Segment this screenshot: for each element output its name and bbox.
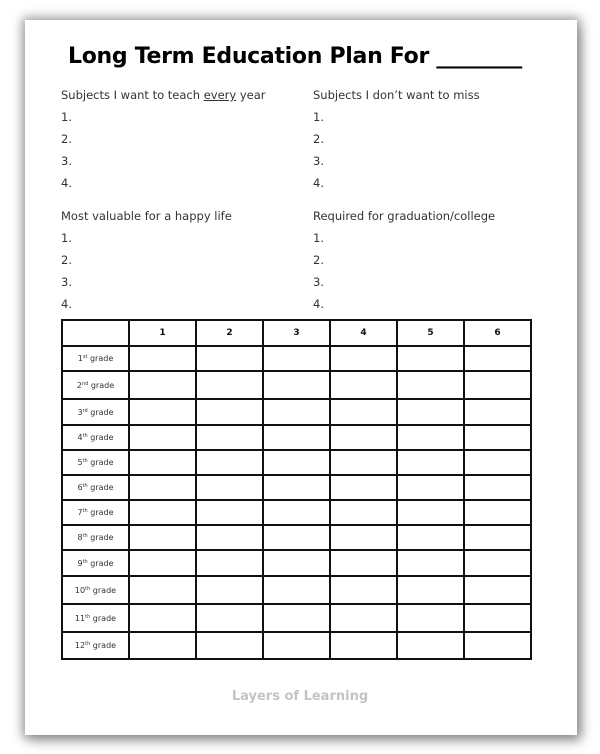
table-row [62, 346, 531, 371]
plan-cell[interactable] [263, 399, 330, 425]
grade-word: grade [87, 483, 114, 492]
plan-cell[interactable] [330, 371, 397, 399]
plan-cell[interactable] [129, 550, 196, 576]
plan-cell[interactable] [263, 576, 330, 604]
plan-cell[interactable] [330, 632, 397, 659]
plan-cell[interactable] [464, 525, 531, 550]
plan-cell[interactable] [397, 475, 464, 500]
plan-cell[interactable] [397, 371, 464, 399]
table-row [62, 371, 531, 399]
plan-cell[interactable] [397, 632, 464, 659]
plan-cell[interactable] [263, 475, 330, 500]
grade-ordinal-suffix: th [85, 641, 91, 647]
heading-text: Most valuable for a happy life [61, 209, 232, 223]
plan-cell[interactable] [464, 632, 531, 659]
plan-cell[interactable] [397, 500, 464, 525]
grade-ordinal-suffix: th [82, 433, 88, 439]
list-item[interactable]: 4. [313, 176, 324, 190]
plan-cell[interactable] [196, 576, 263, 604]
plan-cell[interactable] [397, 425, 464, 450]
grade-word: grade [87, 458, 114, 467]
list-item[interactable]: 1. [313, 231, 324, 245]
list-item[interactable]: 2. [61, 132, 72, 146]
plan-cell[interactable] [196, 500, 263, 525]
plan-cell[interactable] [397, 525, 464, 550]
list-item[interactable]: 3. [313, 154, 324, 168]
list-item[interactable]: 2. [313, 253, 324, 267]
grade-label [62, 450, 129, 475]
plan-cell[interactable] [464, 371, 531, 399]
list-item[interactable]: 3. [61, 275, 72, 289]
grade-ordinal-suffix: th [82, 458, 88, 464]
plan-cell[interactable] [464, 576, 531, 604]
grade-number: 3 [77, 407, 83, 417]
list-item[interactable]: 1. [61, 231, 72, 245]
grade-label [62, 576, 129, 604]
plan-cell[interactable] [129, 425, 196, 450]
grade-number: 7 [77, 508, 83, 517]
grade-word: grade [87, 508, 114, 517]
grade-word: grade [87, 407, 114, 417]
column-header: 3 [263, 320, 330, 346]
section-heading [61, 88, 266, 110]
table-row [62, 500, 531, 525]
plan-cell[interactable] [263, 346, 330, 371]
plan-cell[interactable] [129, 525, 196, 550]
table-row [62, 475, 531, 500]
section-required-graduation [313, 209, 495, 319]
list-item[interactable]: 2. [313, 132, 324, 146]
grade-ordinal-suffix: th [82, 508, 88, 514]
plan-cell[interactable] [464, 475, 531, 500]
plan-cell[interactable] [196, 425, 263, 450]
plan-cell[interactable] [464, 450, 531, 475]
grade-word: grade [90, 585, 117, 595]
table-row [62, 604, 531, 632]
plan-cell[interactable] [263, 525, 330, 550]
plan-cell[interactable] [196, 346, 263, 371]
grade-label [62, 475, 129, 500]
list-item[interactable]: 3. [313, 275, 324, 289]
grade-ordinal-suffix: th [82, 483, 88, 489]
heading-text: Required for graduation/college [313, 209, 496, 223]
table-row [62, 632, 531, 659]
plan-cell[interactable] [464, 500, 531, 525]
grade-word: grade [87, 433, 114, 442]
column-header: 4 [330, 320, 397, 346]
grade-label [62, 604, 129, 632]
plan-cell[interactable] [263, 604, 330, 632]
grade-number: 1 [77, 354, 83, 363]
plan-cell[interactable] [263, 550, 330, 576]
list-item[interactable]: 2. [61, 253, 72, 267]
plan-cell[interactable] [263, 425, 330, 450]
plan-cell[interactable] [330, 450, 397, 475]
plan-cell[interactable] [464, 346, 531, 371]
column-header: 6 [464, 320, 531, 346]
plan-cell[interactable] [464, 604, 531, 632]
grade-ordinal-suffix: st [82, 354, 88, 360]
grade-label [62, 550, 129, 576]
plan-cell[interactable] [129, 500, 196, 525]
table-row [62, 399, 531, 425]
plan-cell[interactable] [464, 550, 531, 576]
plan-cell[interactable] [397, 550, 464, 576]
list-item[interactable]: 3. [61, 154, 72, 168]
grade-label [62, 346, 129, 371]
grade-number: 12 [74, 641, 86, 650]
table-row [62, 425, 531, 450]
section-heading [313, 88, 480, 110]
corner-cell [62, 320, 129, 346]
grade-number: 2 [76, 380, 82, 390]
plan-cell[interactable] [196, 450, 263, 475]
plan-cell[interactable] [263, 632, 330, 659]
plan-cell[interactable] [397, 399, 464, 425]
grade-word: grade [87, 533, 114, 542]
plan-cell[interactable] [129, 475, 196, 500]
grade-label [62, 525, 129, 550]
heading-text-tail: year [236, 88, 266, 102]
plan-cell[interactable] [330, 525, 397, 550]
grade-word: grade [88, 380, 115, 390]
grade-plan-table [61, 319, 532, 660]
grade-label [62, 371, 129, 399]
grade-label [62, 399, 129, 425]
table-row [62, 576, 531, 604]
heading-emphasis: every [203, 88, 237, 102]
grade-word: grade [90, 613, 117, 623]
plan-cell[interactable] [397, 450, 464, 475]
plan-cell[interactable] [330, 399, 397, 425]
table-row [62, 450, 531, 475]
plan-cell[interactable] [263, 500, 330, 525]
section-heading [313, 209, 495, 231]
plan-cell[interactable] [397, 604, 464, 632]
column-header: 5 [397, 320, 464, 346]
grade-ordinal-suffix: th [82, 558, 88, 565]
section-heading [61, 209, 232, 231]
grade-number: 9 [77, 558, 83, 568]
plan-cell[interactable] [464, 425, 531, 450]
page-title: Long Term Education Plan For ________ [68, 44, 522, 69]
grade-ordinal-suffix: rd [82, 407, 88, 414]
plan-cell[interactable] [196, 604, 263, 632]
grade-number: 4 [77, 433, 83, 442]
grade-number: 10 [74, 585, 86, 595]
grade-word: grade [87, 354, 114, 363]
plan-cell[interactable] [263, 450, 330, 475]
section-happy-life [61, 209, 232, 319]
grade-number: 11 [74, 613, 86, 623]
grade-label [62, 425, 129, 450]
grade-number: 8 [77, 533, 83, 542]
grade-number: 6 [77, 483, 83, 492]
list-item[interactable]: 1. [61, 110, 72, 124]
column-header: 2 [196, 320, 263, 346]
section-teach-every-year [61, 88, 266, 198]
grade-number: 5 [77, 458, 83, 467]
plan-cell[interactable] [397, 346, 464, 371]
plan-cell[interactable] [330, 425, 397, 450]
plan-cell[interactable] [129, 399, 196, 425]
plan-cell[interactable] [196, 371, 263, 399]
plan-cell[interactable] [397, 576, 464, 604]
plan-cell[interactable] [129, 346, 196, 371]
grade-word: grade [90, 641, 117, 650]
grade-label [62, 632, 129, 659]
section-dont-miss [313, 88, 480, 198]
grade-word: grade [87, 558, 114, 568]
plan-cell[interactable] [129, 632, 196, 659]
plan-cell[interactable] [129, 450, 196, 475]
plan-cell[interactable] [330, 346, 397, 371]
grade-ordinal-suffix: th [85, 613, 91, 620]
plan-cell[interactable] [464, 399, 531, 425]
plan-cell[interactable] [129, 604, 196, 632]
plan-cell[interactable] [129, 371, 196, 399]
table-header-row [62, 320, 531, 346]
list-item[interactable]: 1. [313, 110, 324, 124]
grade-ordinal-suffix: th [82, 533, 88, 539]
plan-cell[interactable] [330, 550, 397, 576]
plan-cell[interactable] [129, 576, 196, 604]
grade-ordinal-suffix: nd [81, 380, 89, 387]
table-row [62, 550, 531, 576]
plan-cell[interactable] [330, 576, 397, 604]
list-item[interactable]: 4. [61, 176, 72, 190]
list-item[interactable]: 4. [61, 297, 72, 311]
list-item[interactable]: 4. [313, 297, 324, 311]
plan-cell[interactable] [330, 604, 397, 632]
plan-cell[interactable] [196, 475, 263, 500]
plan-cell[interactable] [330, 500, 397, 525]
grade-label [62, 500, 129, 525]
table-row [62, 525, 531, 550]
plan-cell[interactable] [196, 632, 263, 659]
plan-cell[interactable] [196, 550, 263, 576]
heading-text: Subjects I don’t want to miss [313, 88, 480, 102]
column-header: 1 [129, 320, 196, 346]
plan-cell[interactable] [263, 371, 330, 399]
plan-cell[interactable] [330, 475, 397, 500]
heading-text: Subjects I want to teach [61, 88, 204, 102]
plan-cell[interactable] [196, 525, 263, 550]
brand-footer: Layers of Learning [231, 689, 369, 704]
grade-ordinal-suffix: th [85, 585, 91, 592]
plan-cell[interactable] [196, 399, 263, 425]
